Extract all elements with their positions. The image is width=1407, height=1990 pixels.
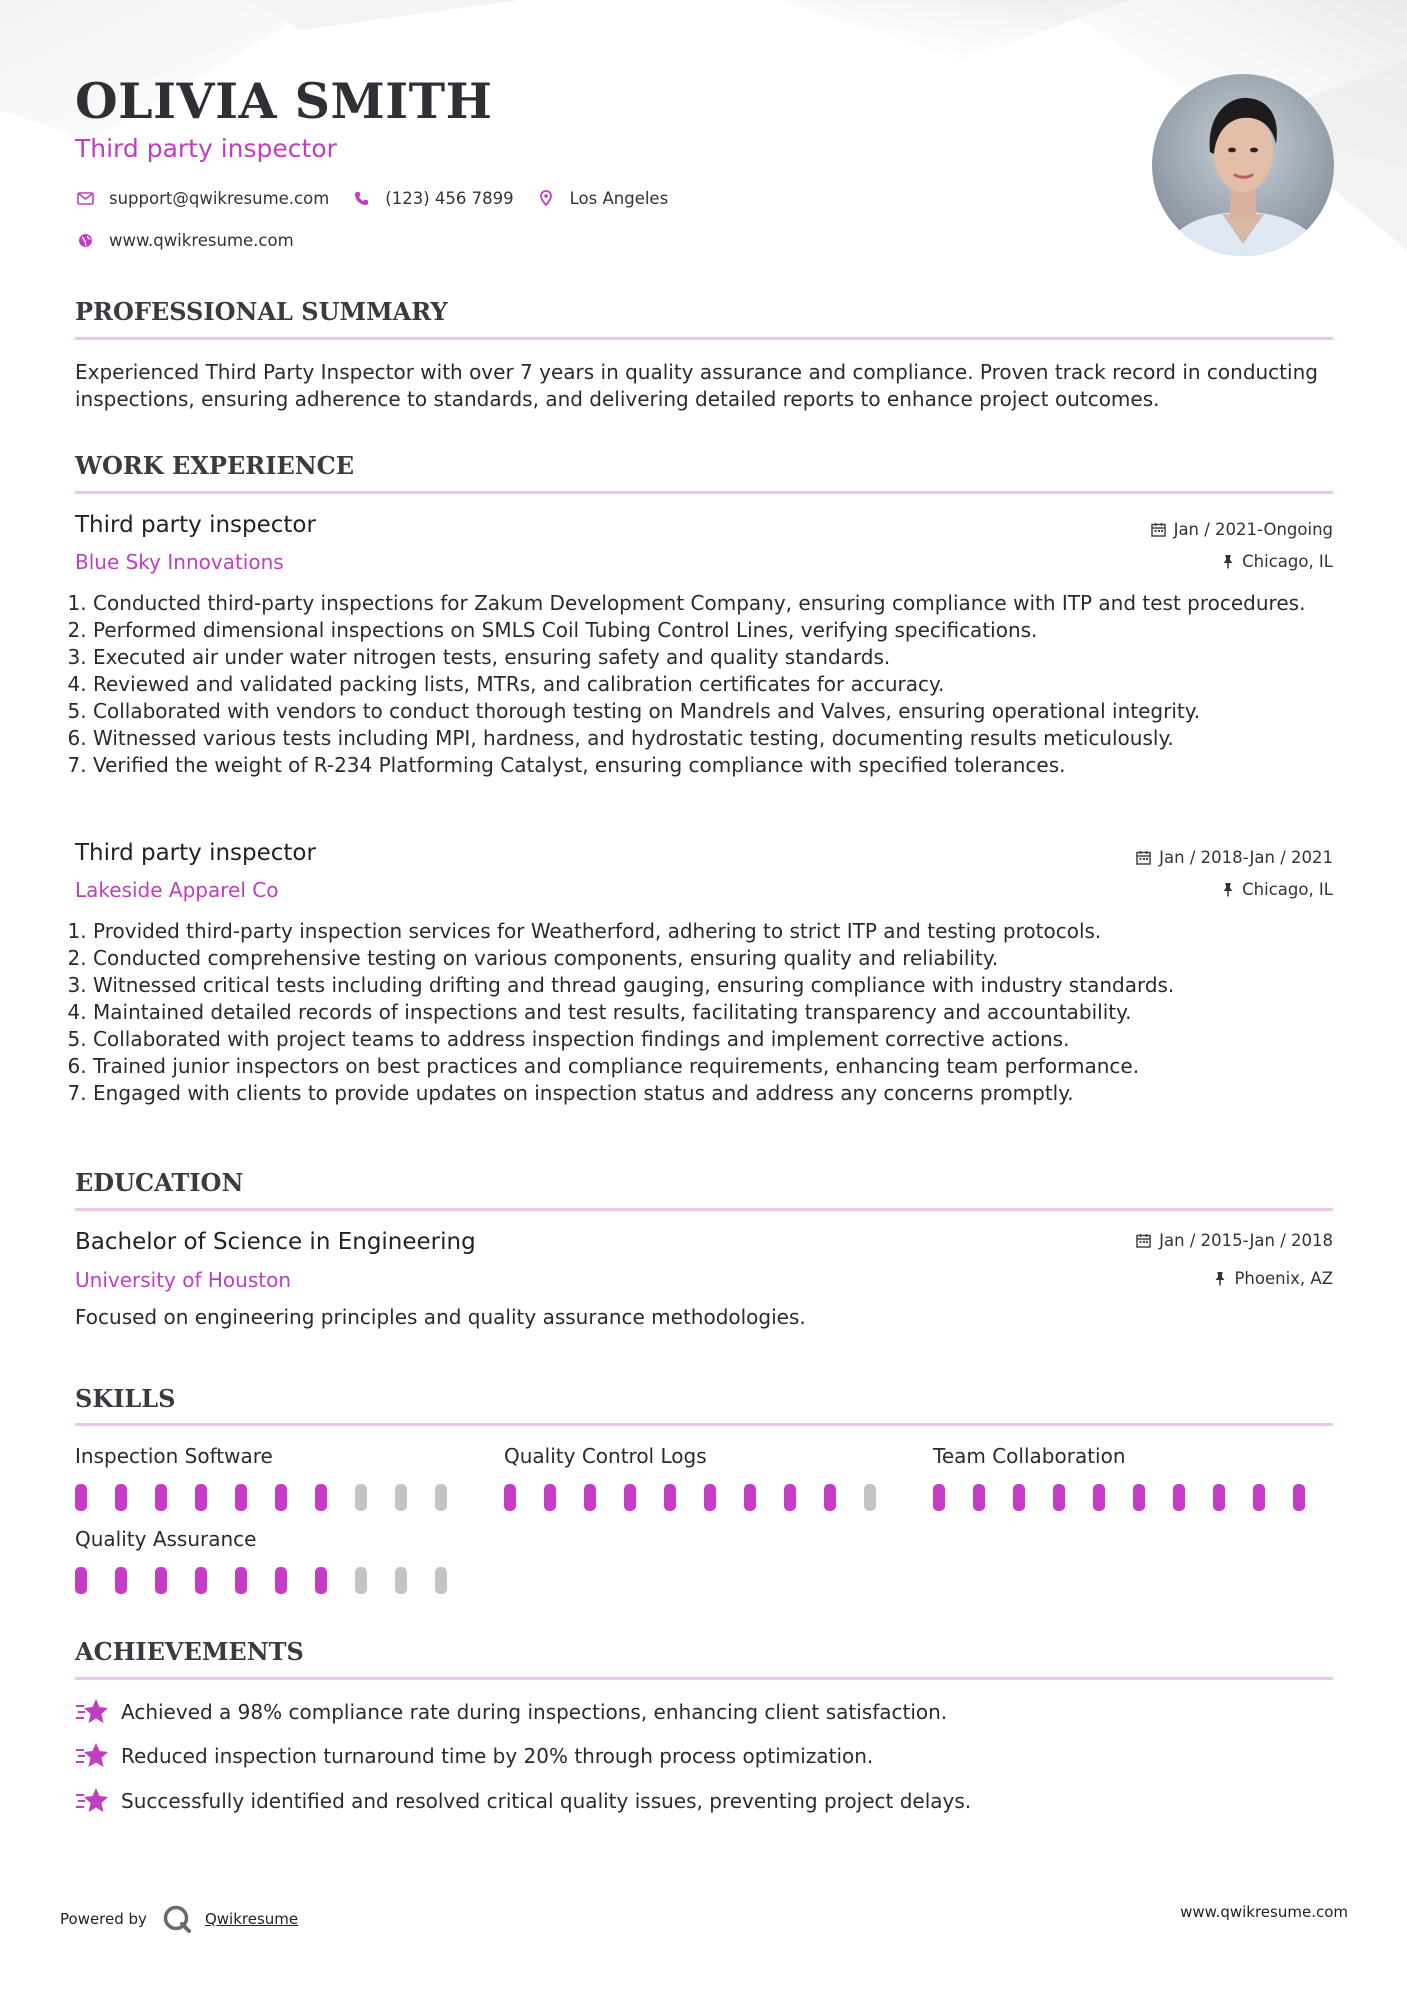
skills-heading: SKILLS: [75, 1384, 176, 1413]
job-1-location-row: [1222, 552, 1333, 571]
education-location-row: [1214, 1269, 1333, 1288]
candidate-role: Third party inspector: [75, 134, 337, 163]
list-item: 2. Performed dimensional inspections on SMLS Coil Tubing Control Lines, verifying specifications.: [93, 617, 1343, 644]
job-1-location: Chicago, IL: [1242, 552, 1333, 571]
calendar-icon: [1151, 522, 1166, 537]
list-item: 4. Reviewed and validated packing lists, MTRs, and calibration certificates for accuracy.: [93, 671, 1343, 698]
skill-bar-empty: [435, 1484, 447, 1511]
list-item: 1. Conducted third-party inspections for Zakum Development Company, ensuring compliance with ITP and test procedures.: [93, 590, 1343, 617]
summary-text: Experienced Third Party Inspector with over 7 years in quality assurance and compliance. Proven track record in conducting inspections, ensuring adherence to standards, and delivering detailed reports to enhance project outcomes.: [75, 360, 1318, 411]
calendar-icon: [1136, 850, 1151, 865]
skill-name: Quality Assurance: [75, 1527, 257, 1551]
candidate-name: OLIVIA SMITH: [75, 72, 493, 130]
email-link[interactable]: support@qwikresume.com: [109, 188, 330, 208]
skill-bar-filled: [973, 1484, 985, 1511]
job-1-title: Third party inspector: [75, 512, 316, 538]
list-item: 4. Maintained detailed records of inspections and test results, facilitating transparency and accountability.: [93, 999, 1343, 1026]
experience-divider: [75, 491, 1333, 494]
skill-level-bars: [504, 1484, 904, 1511]
skill-name: Quality Control Logs: [504, 1444, 707, 1468]
list-item: 1. Provided third-party inspection services for Weatherford, adhering to strict ITP and testing protocols.: [93, 918, 1343, 945]
skill-bar-filled: [744, 1484, 756, 1511]
list-item: 3. Executed air under water nitrogen tests, ensuring safety and quality standards.: [93, 644, 1343, 671]
skill-level-bars: [933, 1484, 1333, 1511]
email-icon: [75, 188, 95, 208]
skill-bar-filled: [155, 1484, 167, 1511]
contact-row: [75, 188, 668, 208]
skill-level-bars: [75, 1484, 475, 1511]
skill-bar-filled: [544, 1484, 556, 1511]
skill-bar-filled: [75, 1484, 87, 1511]
job-1-responsibilities: [75, 590, 1343, 779]
skill-bar-filled: [315, 1567, 327, 1594]
skill-bar-filled: [235, 1567, 247, 1594]
job-1-dates-row: [1151, 520, 1333, 539]
skill-bar-filled: [933, 1484, 945, 1511]
globe-icon: [75, 230, 95, 250]
skill-bar-filled: [115, 1567, 127, 1594]
skill-inspection-software: [75, 1444, 475, 1511]
education-divider: [75, 1208, 1333, 1211]
achievement-text: Achieved a 98% compliance rate during inspections, enhancing client satisfaction.: [121, 1700, 948, 1724]
achievement-item: [75, 1697, 947, 1727]
skill-bar-filled: [504, 1484, 516, 1511]
job-2-dates-row: [1136, 848, 1333, 867]
education-degree: Bachelor of Science in Engineering: [75, 1229, 476, 1255]
skill-name: Team Collaboration: [933, 1444, 1126, 1468]
education-dates: Jan / 2015-Jan / 2018: [1159, 1231, 1333, 1250]
skill-bar-filled: [1133, 1484, 1145, 1511]
skill-bar-empty: [355, 1567, 367, 1594]
skill-bar-filled: [75, 1567, 87, 1594]
achievement-text: Successfully identified and resolved critical quality issues, preventing project delays.: [121, 1789, 972, 1813]
skill-bar-filled: [1253, 1484, 1265, 1511]
job-2-dates: Jan / 2018-Jan / 2021: [1159, 848, 1333, 867]
job-2-title: Third party inspector: [75, 840, 316, 866]
skill-bar-empty: [395, 1567, 407, 1594]
skill-bar-empty: [355, 1484, 367, 1511]
list-item: 7. Engaged with clients to provide updates on inspection status and address any concerns promptly.: [93, 1080, 1343, 1107]
achievements-heading: ACHIEVEMENTS: [75, 1637, 304, 1666]
skill-bar-filled: [155, 1567, 167, 1594]
skill-bar-filled: [195, 1567, 207, 1594]
website-link[interactable]: www.qwikresume.com: [109, 230, 294, 250]
list-item: 6. Trained junior inspectors on best practices and compliance requirements, enhancing team performance.: [93, 1053, 1343, 1080]
skill-bar-filled: [275, 1567, 287, 1594]
education-location: Phoenix, AZ: [1234, 1269, 1333, 1288]
qwikresume-link[interactable]: Qwikresume: [204, 1910, 299, 1928]
profile-photo: [1152, 74, 1334, 256]
job-2-company: Lakeside Apparel Co: [75, 878, 279, 902]
skills-divider: [75, 1423, 1333, 1426]
website-row: [75, 230, 294, 250]
footer-site-link[interactable]: www.qwikresume.com: [1180, 1903, 1348, 1921]
location-pin-icon: [536, 188, 556, 208]
skill-bar-filled: [664, 1484, 676, 1511]
pin-icon: [1222, 882, 1234, 897]
education-dates-row: [1136, 1231, 1333, 1250]
skill-bar-filled: [195, 1484, 207, 1511]
job-2-location-row: [1222, 880, 1333, 899]
summary-divider: [75, 337, 1333, 340]
skill-bar-empty: [395, 1484, 407, 1511]
list-item: 2. Conducted comprehensive testing on various components, ensuring quality and reliability.: [93, 945, 1343, 972]
achievement-item: [75, 1741, 873, 1771]
achievement-text: Reduced inspection turnaround time by 20% through process optimization.: [121, 1744, 874, 1768]
powered-by-label: Powered by: [60, 1910, 147, 1928]
skill-team-collaboration: [933, 1444, 1333, 1511]
skill-name: Inspection Software: [75, 1444, 273, 1468]
skill-bar-filled: [275, 1484, 287, 1511]
location-text: Los Angeles: [569, 188, 669, 208]
job-2-responsibilities: [75, 918, 1343, 1107]
skill-bar-filled: [1053, 1484, 1065, 1511]
experience-heading: WORK EXPERIENCE: [75, 451, 355, 480]
phone-number[interactable]: (123) 456 7899: [385, 188, 514, 208]
list-item: 5. Collaborated with project teams to address inspection findings and implement corrective actions.: [93, 1026, 1343, 1053]
pin-icon: [1214, 1271, 1226, 1286]
skill-bar-filled: [115, 1484, 127, 1511]
star-icon: [75, 1786, 109, 1816]
job-1-company: Blue Sky Innovations: [75, 550, 284, 574]
footer-brand: [60, 1903, 298, 1935]
skill-bar-filled: [1173, 1484, 1185, 1511]
education-school: University of Houston: [75, 1268, 292, 1292]
skill-level-bars: [75, 1567, 475, 1594]
list-item: 5. Collaborated with vendors to conduct thorough testing on Mandrels and Valves, ensuring operational integrity.: [93, 698, 1343, 725]
skill-bar-filled: [704, 1484, 716, 1511]
job-1-dates: Jan / 2021-Ongoing: [1173, 520, 1333, 539]
skill-quality-assurance: [75, 1527, 475, 1594]
job-2-location: Chicago, IL: [1242, 880, 1333, 899]
skill-bar-filled: [824, 1484, 836, 1511]
skill-bar-filled: [1013, 1484, 1025, 1511]
phone-icon: [351, 188, 371, 208]
pin-icon: [1222, 554, 1234, 569]
star-icon: [75, 1741, 109, 1771]
skill-quality-control-logs: [504, 1444, 904, 1511]
skill-bar-filled: [315, 1484, 327, 1511]
qwikresume-logo-icon: [161, 1903, 193, 1935]
list-item: 7. Verified the weight of R-234 Platforming Catalyst, ensuring compliance with specified tolerances.: [93, 752, 1343, 779]
skill-bar-filled: [1293, 1484, 1305, 1511]
calendar-icon: [1136, 1233, 1151, 1248]
education-heading: EDUCATION: [75, 1168, 244, 1197]
skill-bar-filled: [584, 1484, 596, 1511]
skill-bar-filled: [235, 1484, 247, 1511]
education-description: Focused on engineering principles and quality assurance methodologies.: [75, 1305, 806, 1329]
skill-bar-filled: [784, 1484, 796, 1511]
achievement-item: [75, 1786, 971, 1816]
skill-bar-filled: [624, 1484, 636, 1511]
list-item: 6. Witnessed various tests including MPI, hardness, and hydrostatic testing, documenting results meticulously.: [93, 725, 1343, 752]
achievements-divider: [75, 1677, 1333, 1680]
star-icon: [75, 1697, 109, 1727]
summary-heading: PROFESSIONAL SUMMARY: [75, 297, 448, 326]
skill-bar-filled: [1213, 1484, 1225, 1511]
skill-bar-empty: [435, 1567, 447, 1594]
list-item: 3. Witnessed critical tests including drifting and thread gauging, ensuring compliance with industry standards.: [93, 972, 1343, 999]
skill-bar-filled: [1093, 1484, 1105, 1511]
skill-bar-empty: [864, 1484, 876, 1511]
